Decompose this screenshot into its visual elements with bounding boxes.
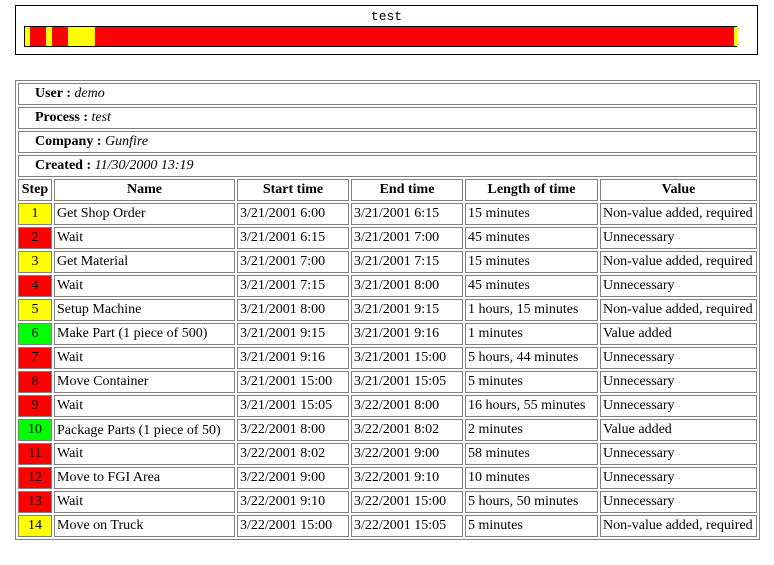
- timeline-segment-step-5: [68, 27, 95, 46]
- start-time-cell: 3/22/2001 15:00: [237, 515, 349, 537]
- timeline-title: test: [370, 9, 403, 24]
- step-cell: 8: [18, 371, 52, 393]
- step-cell: 9: [18, 395, 52, 417]
- value-cell: Unnecessary: [600, 347, 757, 369]
- company-value: Gunfire: [105, 134, 149, 149]
- length-cell: 1 hours, 15 minutes: [465, 299, 598, 321]
- end-time-cell: 3/21/2001 15:05: [351, 371, 463, 393]
- step-cell: 3: [18, 251, 52, 273]
- timeline-segment-step-9: [220, 27, 584, 46]
- step-cell: 11: [18, 443, 52, 465]
- table-row: [18, 371, 757, 393]
- header-row: [18, 179, 757, 201]
- timeline-segment-step-4: [52, 27, 68, 46]
- step-cell: 12: [18, 467, 52, 489]
- end-time-cell: 3/21/2001 6:15: [351, 203, 463, 225]
- company-info: Company : Gunfire: [18, 131, 757, 153]
- name-cell: Move on Truck: [54, 515, 235, 537]
- length-cell: 58 minutes: [465, 443, 598, 465]
- length-cell: 16 hours, 55 minutes: [465, 395, 598, 417]
- name-cell: Package Parts (1 piece of 50): [54, 419, 235, 441]
- header-end-time: End time: [351, 179, 463, 201]
- user-value: demo: [74, 86, 105, 101]
- name-cell: Move to FGI Area: [54, 467, 235, 489]
- table-row: [18, 203, 757, 225]
- end-time-cell: 3/21/2001 9:15: [351, 299, 463, 321]
- length-cell: 5 hours, 50 minutes: [465, 491, 598, 513]
- end-time-cell: 3/22/2001 9:10: [351, 467, 463, 489]
- step-cell: 2: [18, 227, 52, 249]
- header-value: Value: [600, 179, 757, 201]
- length-cell: 45 minutes: [465, 275, 598, 297]
- step-cell: 6: [18, 323, 52, 345]
- value-cell: Non-value added, required: [600, 299, 757, 321]
- value-cell: Unnecessary: [600, 443, 757, 465]
- value-cell: Unnecessary: [600, 467, 757, 489]
- table-row: [18, 323, 757, 345]
- length-cell: 5 hours, 44 minutes: [465, 347, 598, 369]
- length-cell: 1 minutes: [465, 323, 598, 345]
- table-row: [18, 419, 757, 441]
- table-row: [18, 443, 757, 465]
- start-time-cell: 3/22/2001 9:00: [237, 467, 349, 489]
- header-step: Step: [18, 179, 52, 201]
- process-table: [15, 80, 760, 540]
- start-time-cell: 3/21/2001 15:05: [237, 395, 349, 417]
- start-time-cell: 3/21/2001 7:15: [237, 275, 349, 297]
- start-time-cell: 3/21/2001 7:00: [237, 251, 349, 273]
- timeline-segment-step-13: [609, 27, 734, 46]
- timeline-segment-step-2: [30, 27, 46, 46]
- table-row: [18, 515, 757, 537]
- end-time-cell: 3/21/2001 8:00: [351, 275, 463, 297]
- end-time-cell: 3/22/2001 15:00: [351, 491, 463, 513]
- length-cell: 10 minutes: [465, 467, 598, 489]
- end-time-cell: 3/21/2001 15:00: [351, 347, 463, 369]
- value-cell: Non-value added, required: [600, 203, 757, 225]
- name-cell: Wait: [54, 275, 235, 297]
- table-row: [18, 395, 757, 417]
- timeline-segment-step-7: [95, 27, 218, 46]
- created-value: 11/30/2000 13:19: [94, 158, 194, 173]
- value-cell: Unnecessary: [600, 227, 757, 249]
- value-cell: Value added: [600, 419, 757, 441]
- table-row: [18, 227, 757, 249]
- end-time-cell: 3/21/2001 9:16: [351, 323, 463, 345]
- end-time-cell: 3/22/2001 8:02: [351, 419, 463, 441]
- length-cell: 2 minutes: [465, 419, 598, 441]
- header-start-time: Start time: [237, 179, 349, 201]
- table-row: [18, 251, 757, 273]
- table-row: [18, 467, 757, 489]
- end-time-cell: 3/22/2001 9:00: [351, 443, 463, 465]
- name-cell: Wait: [54, 443, 235, 465]
- step-cell: 1: [18, 203, 52, 225]
- value-cell: Unnecessary: [600, 491, 757, 513]
- created-info: Created : 11/30/2000 13:19: [18, 155, 757, 177]
- start-time-cell: 3/22/2001 8:02: [237, 443, 349, 465]
- name-cell: Wait: [54, 491, 235, 513]
- table-row: [18, 299, 757, 321]
- start-time-cell: 3/21/2001 6:15: [237, 227, 349, 249]
- value-cell: Unnecessary: [600, 395, 757, 417]
- length-cell: 15 minutes: [465, 203, 598, 225]
- start-time-cell: 3/22/2001 8:00: [237, 419, 349, 441]
- name-cell: Wait: [54, 227, 235, 249]
- start-time-cell: 3/21/2001 9:15: [237, 323, 349, 345]
- timeline-segment-step-14: [734, 27, 738, 46]
- step-cell: 14: [18, 515, 52, 537]
- user-info: User : demo: [18, 83, 757, 105]
- header-name: Name: [54, 179, 235, 201]
- name-cell: Get Shop Order: [54, 203, 235, 225]
- table-row: [18, 347, 757, 369]
- name-cell: Make Part (1 piece of 500): [54, 323, 235, 345]
- end-time-cell: 3/22/2001 8:00: [351, 395, 463, 417]
- name-cell: Move Container: [54, 371, 235, 393]
- process-value: test: [91, 110, 111, 125]
- value-cell: Unnecessary: [600, 371, 757, 393]
- length-cell: 5 minutes: [465, 371, 598, 393]
- step-cell: 5: [18, 299, 52, 321]
- start-time-cell: 3/21/2001 15:00: [237, 371, 349, 393]
- start-time-cell: 3/21/2001 6:00: [237, 203, 349, 225]
- table-row: [18, 491, 757, 513]
- name-cell: Setup Machine: [54, 299, 235, 321]
- step-cell: 4: [18, 275, 52, 297]
- end-time-cell: 3/21/2001 7:15: [351, 251, 463, 273]
- start-time-cell: 3/22/2001 9:10: [237, 491, 349, 513]
- name-cell: Wait: [54, 347, 235, 369]
- step-cell: 7: [18, 347, 52, 369]
- step-cell: 10: [18, 419, 52, 441]
- process-info: Process : test: [18, 107, 757, 129]
- name-cell: Get Material: [54, 251, 235, 273]
- end-time-cell: 3/21/2001 7:00: [351, 227, 463, 249]
- start-time-cell: 3/21/2001 8:00: [237, 299, 349, 321]
- timeline-bar: [24, 26, 737, 47]
- value-cell: Non-value added, required: [600, 515, 757, 537]
- step-cell: 13: [18, 491, 52, 513]
- timeline-panel: [15, 5, 758, 55]
- header-length: Length of time: [465, 179, 598, 201]
- timeline-segment-step-11: [584, 27, 605, 46]
- start-time-cell: 3/21/2001 9:16: [237, 347, 349, 369]
- value-cell: Non-value added, required: [600, 251, 757, 273]
- value-cell: Unnecessary: [600, 275, 757, 297]
- end-time-cell: 3/22/2001 15:05: [351, 515, 463, 537]
- length-cell: 15 minutes: [465, 251, 598, 273]
- length-cell: 5 minutes: [465, 515, 598, 537]
- name-cell: Wait: [54, 395, 235, 417]
- value-cell: Value added: [600, 323, 757, 345]
- length-cell: 45 minutes: [465, 227, 598, 249]
- table-row: [18, 275, 757, 297]
